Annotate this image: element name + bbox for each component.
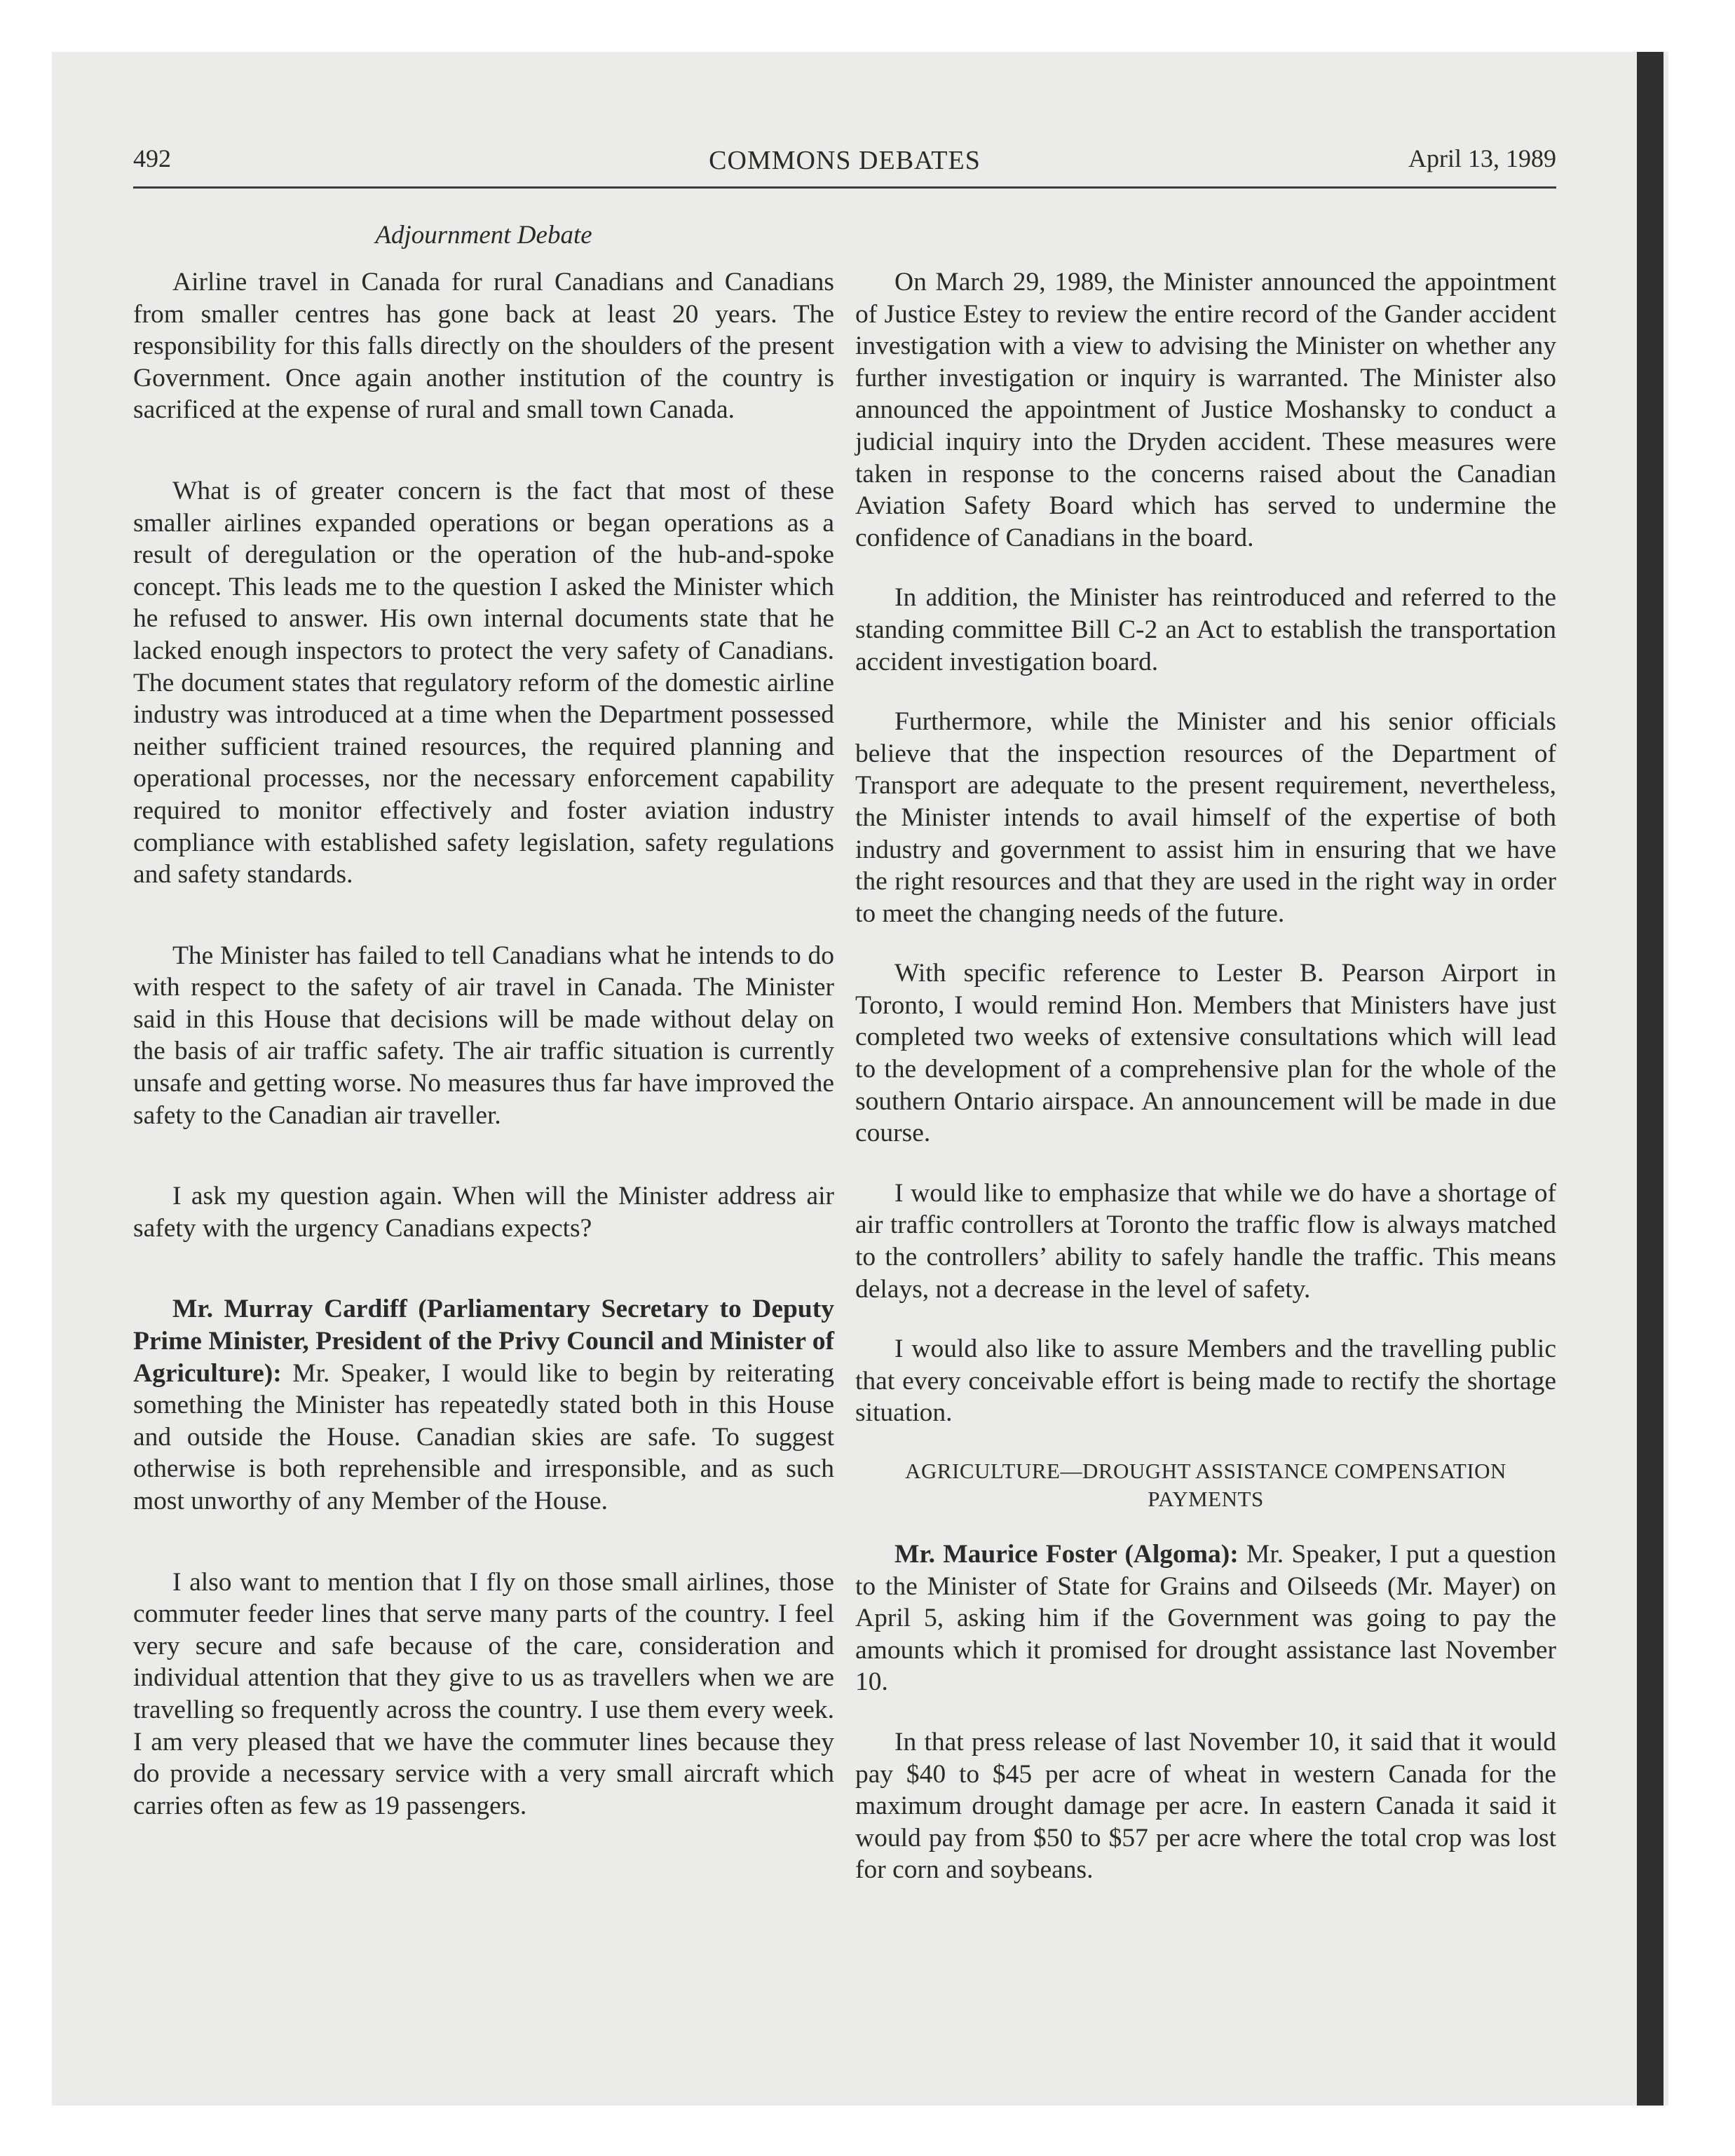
left-column: [133, 266, 834, 1871]
page-date: April 13, 1989: [1408, 144, 1556, 172]
journal-title: COMMONS DEBATES: [709, 146, 981, 175]
paragraph: I would like to emphasize that while we do have a shortage of air traffic controllers at Toronto the traffic flow is always matched to the controllers’ ability to safely handle the traffic. This means delays, not a decrease in the level of safety.: [855, 1178, 1556, 1304]
paragraph: Airline travel in Canada for rural Canadians and Canadians from smaller centres has gone back at least 20 years. The responsibility for this falls directly on the shoulders of the present Government. Once again another institution of the country is sacrificed at the expense of rural and small town Canada.: [133, 268, 834, 425]
paragraph: The Minister has failed to tell Canadians what he intends to do with respect to the safety of air travel in Canada. The Minister said in this House that decisions will be made without delay on the basis of air traffic safety. The air traffic situation is currently unsafe and getting worse. No measures thus far have improved the safety to the Canadian air traveller.: [133, 941, 834, 1130]
scan-edge: [1637, 52, 1663, 2106]
subsection-heading: AGRICULTURE—DROUGHT ASSISTANCE COMPENSATION PAYMENTS: [905, 1459, 1506, 1511]
right-column: [855, 266, 1556, 1914]
speaker-name: Mr. Murray Cardiff (Parliamentary Secretary to Deputy Prime Minister, President of the Privy Council and Minister of Agriculture):: [133, 1295, 834, 1388]
section-title: Adjournment Debate: [375, 221, 592, 250]
paragraph: Furthermore, while the Minister and his senior officials believe that the inspection resources of the Department of Transport are adequate to the present requirement, nevertheless, the Minister intends to avail himself of the expertise of both industry and government to assist him in ensuring that we have the right resources and that they are used in the right way in order to meet the changing needs of the future.: [855, 707, 1556, 928]
page-number: 492: [133, 144, 171, 172]
speaker-paragraph: Mr. Murray Cardiff (Parliamentary Secretary to Deputy Prime Minister, President of the Privy Council and Minister of Agriculture): Mr. Speaker, I would like to begin by reiterating something the Minister has repeatedly stated both in this House and outside the House. Canadian skies are safe. To suggest otherwise is both reprehensible and irresponsible, and as such most unworthy of any Member of the House.: [133, 1295, 834, 1515]
paragraph: With specific reference to Lester B. Pearson Airport in Toronto, I would remind Hon. Members that Ministers have just completed two weeks of extensive consultations which will lead to the development of a comprehensive plan for the whole of the southern Ontario airspace. An announcement will be made in due course.: [855, 959, 1556, 1148]
page-header: [133, 144, 1556, 186]
paragraph: I also want to mention that I fly on those small airlines, those commuter feeder lines that serve many parts of the country. I feel very secure and safe because of the care, consideration and individual attention that they give to us as travellers when we are travelling so frequently across the country. I use them every week. I am very pleased that we have the commuter lines because they do provide a necessary service with a very small aircraft which carries often as few as 19 passengers.: [133, 1567, 834, 1820]
paragraph: I ask my question again. When will the Minister address air safety with the urgency Canadians expects?: [133, 1182, 834, 1243]
paragraph: In that press release of last November 10, it said that it would pay $40 to $45 per acre of wheat in western Canada for the maximum drought damage per acre. In eastern Canada it said it would pay from $50 to $57 per acre where the total crop was lost for corn and soybeans.: [855, 1727, 1556, 1885]
paragraph: On March 29, 1989, the Minister announced the appointment of Justice Estey to review the entire record of the Gander accident investigation with a view to advising the Minister on whether any further investigation or inquiry is warranted. The Minister also announced the appointment of Justice Moshansky to conduct a judicial inquiry into the Dryden accident. These measures were taken in response to the concerns raised about the Canadian Aviation Safety Board which has served to undermine the confidence of Canadians in the board.: [855, 268, 1556, 552]
paragraph: What is of greater concern is the fact that most of these smaller airlines expanded operations or began operations as a result of deregulation or the operation of the hub-and-spoke concept. This leads me to the question I asked the Minister which he refused to answer. His own internal documents state that he lacked enough inspectors to protect the very safety of Canadians. The document states that regulatory reform of the domestic airline industry was introduced at a time when the Department possessed neither sufficient trained resources, the required planning and operational processes, nor the necessary enforcement capability required to monitor effectively and foster aviation industry compliance with established safety legislation, safety regulations and safety standards.: [133, 476, 834, 889]
paragraph: I would also like to assure Members and the travelling public that every conceivable effort is being made to rectify the shortage situation.: [855, 1335, 1556, 1428]
paragraph: In addition, the Minister has reintroduced and referred to the standing committee Bill C-2 an Act to establish the transportation accident investigation board.: [855, 583, 1556, 676]
header-rule: [133, 186, 1556, 189]
speaker-name: Mr. Maurice Foster (Algoma):: [894, 1540, 1239, 1569]
speaker-paragraph: Mr. Maurice Foster (Algoma): Mr. Speaker, I put a question to the Minister of State for Grains and Oilseeds (Mr. Mayer) on April 5, asking him if the Government was going to pay the amounts which it promised for drought assistance last November 10.: [855, 1540, 1556, 1697]
